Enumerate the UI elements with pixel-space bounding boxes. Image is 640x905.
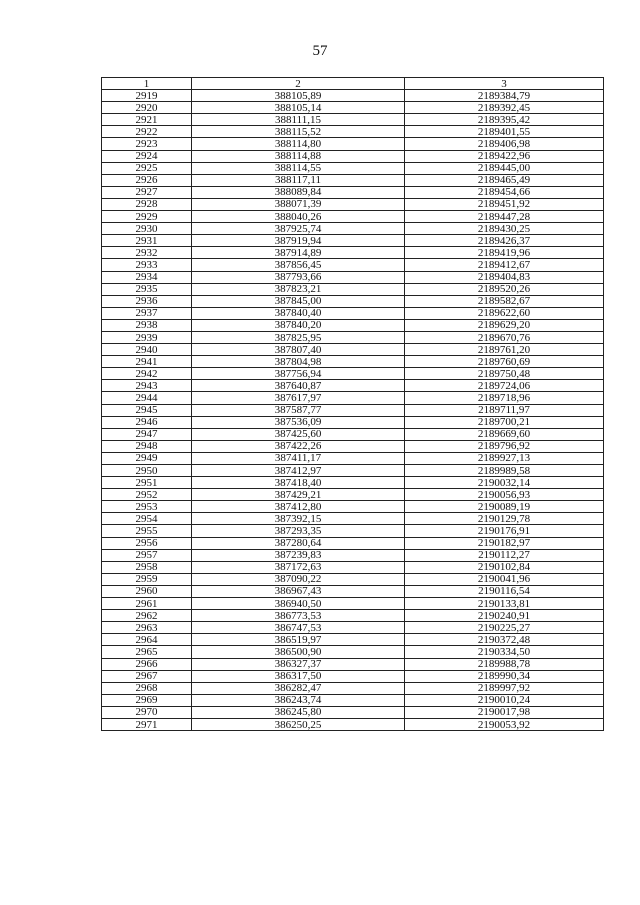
y-coordinate-cell: 2190240,91 <box>405 610 604 622</box>
y-coordinate-cell: 2189669,60 <box>405 428 604 440</box>
point-number-cell: 2969 <box>102 694 192 706</box>
x-coordinate-cell: 386250,25 <box>192 718 405 730</box>
table-row <box>102 114 604 126</box>
point-number-cell: 2958 <box>102 561 192 573</box>
y-coordinate-cell: 2189582,67 <box>405 295 604 307</box>
point-number-cell: 2926 <box>102 174 192 186</box>
y-coordinate-cell: 2189404,83 <box>405 271 604 283</box>
y-coordinate-cell: 2189761,20 <box>405 344 604 356</box>
table-row <box>102 525 604 537</box>
point-number-cell: 2949 <box>102 452 192 464</box>
x-coordinate-cell: 386317,50 <box>192 670 405 682</box>
column-header-2: 2 <box>192 78 405 90</box>
point-number-cell: 2948 <box>102 440 192 452</box>
point-number-cell: 2970 <box>102 706 192 718</box>
point-number-cell: 2955 <box>102 525 192 537</box>
y-coordinate-cell: 2189401,55 <box>405 126 604 138</box>
y-coordinate-cell: 2189419,96 <box>405 247 604 259</box>
point-number-cell: 2953 <box>102 501 192 513</box>
table-row <box>102 271 604 283</box>
point-number-cell: 2966 <box>102 658 192 670</box>
x-coordinate-cell: 387825,95 <box>192 331 405 343</box>
table-row <box>102 319 604 331</box>
y-coordinate-cell: 2190182,97 <box>405 537 604 549</box>
y-coordinate-cell: 2189724,06 <box>405 380 604 392</box>
x-coordinate-cell: 386245,80 <box>192 706 405 718</box>
x-coordinate-cell: 387293,35 <box>192 525 405 537</box>
table-row <box>102 452 604 464</box>
column-header-3: 3 <box>405 78 604 90</box>
x-coordinate-cell: 388105,14 <box>192 102 405 114</box>
table-row <box>102 549 604 561</box>
point-number-cell: 2920 <box>102 102 192 114</box>
x-coordinate-cell: 387807,40 <box>192 344 405 356</box>
point-number-cell: 2961 <box>102 598 192 610</box>
x-coordinate-cell: 386519,97 <box>192 634 405 646</box>
x-coordinate-cell: 388114,55 <box>192 162 405 174</box>
table-row <box>102 259 604 271</box>
point-number-cell: 2943 <box>102 380 192 392</box>
table-row <box>102 138 604 150</box>
x-coordinate-cell: 387914,89 <box>192 247 405 259</box>
y-coordinate-cell: 2190056,93 <box>405 489 604 501</box>
table-row <box>102 561 604 573</box>
x-coordinate-cell: 386747,53 <box>192 622 405 634</box>
point-number-cell: 2945 <box>102 404 192 416</box>
table-row <box>102 477 604 489</box>
point-number-cell: 2930 <box>102 223 192 235</box>
y-coordinate-cell: 2189465,49 <box>405 174 604 186</box>
x-coordinate-cell: 387239,83 <box>192 549 405 561</box>
point-number-cell: 2937 <box>102 307 192 319</box>
table-row <box>102 670 604 682</box>
point-number-cell: 2968 <box>102 682 192 694</box>
table-row <box>102 198 604 210</box>
y-coordinate-cell: 2190116,54 <box>405 585 604 597</box>
x-coordinate-cell: 386327,37 <box>192 658 405 670</box>
y-coordinate-cell: 2189997,92 <box>405 682 604 694</box>
y-coordinate-cell: 2189426,37 <box>405 235 604 247</box>
table-row <box>102 392 604 404</box>
y-coordinate-cell: 2189445,00 <box>405 162 604 174</box>
x-coordinate-cell: 388071,39 <box>192 198 405 210</box>
table-row <box>102 380 604 392</box>
y-coordinate-cell: 2190089,19 <box>405 501 604 513</box>
table-row <box>102 622 604 634</box>
table-row <box>102 465 604 477</box>
x-coordinate-cell: 387411,17 <box>192 452 405 464</box>
y-coordinate-cell: 2190112,27 <box>405 549 604 561</box>
point-number-cell: 2925 <box>102 162 192 174</box>
y-coordinate-cell: 2190372,48 <box>405 634 604 646</box>
y-coordinate-cell: 2190053,92 <box>405 718 604 730</box>
y-coordinate-cell: 2189670,76 <box>405 331 604 343</box>
point-number-cell: 2933 <box>102 259 192 271</box>
point-number-cell: 2936 <box>102 295 192 307</box>
y-coordinate-cell: 2189392,45 <box>405 102 604 114</box>
page-number: 57 <box>312 43 328 59</box>
x-coordinate-cell: 387587,77 <box>192 404 405 416</box>
x-coordinate-cell: 387823,21 <box>192 283 405 295</box>
table-row <box>102 211 604 223</box>
y-coordinate-cell: 2190041,96 <box>405 573 604 585</box>
x-coordinate-cell: 388040,26 <box>192 211 405 223</box>
x-coordinate-cell: 387845,00 <box>192 295 405 307</box>
y-coordinate-cell: 2189520,26 <box>405 283 604 295</box>
y-coordinate-cell: 2189629,20 <box>405 319 604 331</box>
point-number-cell: 2929 <box>102 211 192 223</box>
point-number-cell: 2952 <box>102 489 192 501</box>
x-coordinate-cell: 387804,98 <box>192 356 405 368</box>
table-row <box>102 537 604 549</box>
table-row <box>102 610 604 622</box>
x-coordinate-cell: 387640,87 <box>192 380 405 392</box>
point-number-cell: 2941 <box>102 356 192 368</box>
x-coordinate-cell: 387412,97 <box>192 465 405 477</box>
table-row <box>102 247 604 259</box>
y-coordinate-cell: 2189989,58 <box>405 465 604 477</box>
point-number-cell: 2939 <box>102 331 192 343</box>
y-coordinate-cell: 2190017,98 <box>405 706 604 718</box>
table-row <box>102 706 604 718</box>
x-coordinate-cell: 387793,66 <box>192 271 405 283</box>
point-number-cell: 2967 <box>102 670 192 682</box>
table-row <box>102 90 604 102</box>
y-coordinate-cell: 2189700,21 <box>405 416 604 428</box>
y-coordinate-cell: 2189447,28 <box>405 211 604 223</box>
y-coordinate-cell: 2189454,66 <box>405 186 604 198</box>
y-coordinate-cell: 2189927,13 <box>405 452 604 464</box>
table-row <box>102 416 604 428</box>
point-number-cell: 2944 <box>102 392 192 404</box>
table-row <box>102 235 604 247</box>
table-row <box>102 356 604 368</box>
x-coordinate-cell: 387925,74 <box>192 223 405 235</box>
point-number-cell: 2934 <box>102 271 192 283</box>
y-coordinate-cell: 2189988,78 <box>405 658 604 670</box>
table-row <box>102 501 604 513</box>
point-number-cell: 2921 <box>102 114 192 126</box>
point-number-cell: 2947 <box>102 428 192 440</box>
y-coordinate-cell: 2189796,92 <box>405 440 604 452</box>
point-number-cell: 2964 <box>102 634 192 646</box>
coordinates-table <box>101 77 604 731</box>
point-number-cell: 2963 <box>102 622 192 634</box>
point-number-cell: 2965 <box>102 646 192 658</box>
point-number-cell: 2971 <box>102 718 192 730</box>
x-coordinate-cell: 387617,97 <box>192 392 405 404</box>
table-row <box>102 489 604 501</box>
x-coordinate-cell: 388105,89 <box>192 90 405 102</box>
table-row <box>102 718 604 730</box>
x-coordinate-cell: 386773,53 <box>192 610 405 622</box>
table-row <box>102 283 604 295</box>
x-coordinate-cell: 387840,20 <box>192 319 405 331</box>
point-number-cell: 2928 <box>102 198 192 210</box>
x-coordinate-cell: 387425,60 <box>192 428 405 440</box>
table-row <box>102 162 604 174</box>
y-coordinate-cell: 2190176,91 <box>405 525 604 537</box>
x-coordinate-cell: 386500,90 <box>192 646 405 658</box>
y-coordinate-cell: 2189622,60 <box>405 307 604 319</box>
point-number-cell: 2959 <box>102 573 192 585</box>
x-coordinate-cell: 386282,47 <box>192 682 405 694</box>
x-coordinate-cell: 387392,15 <box>192 513 405 525</box>
column-header-1: 1 <box>102 78 192 90</box>
x-coordinate-cell: 388114,80 <box>192 138 405 150</box>
x-coordinate-cell: 387756,94 <box>192 368 405 380</box>
point-number-cell: 2951 <box>102 477 192 489</box>
table-row <box>102 368 604 380</box>
y-coordinate-cell: 2189406,98 <box>405 138 604 150</box>
point-number-cell: 2931 <box>102 235 192 247</box>
x-coordinate-cell: 388111,15 <box>192 114 405 126</box>
point-number-cell: 2935 <box>102 283 192 295</box>
y-coordinate-cell: 2190334,50 <box>405 646 604 658</box>
point-number-cell: 2919 <box>102 90 192 102</box>
table-row <box>102 573 604 585</box>
x-coordinate-cell: 386243,74 <box>192 694 405 706</box>
y-coordinate-cell: 2190225,27 <box>405 622 604 634</box>
y-coordinate-cell: 2189990,34 <box>405 670 604 682</box>
x-coordinate-cell: 387412,80 <box>192 501 405 513</box>
point-number-cell: 2940 <box>102 344 192 356</box>
table-row <box>102 295 604 307</box>
y-coordinate-cell: 2189412,67 <box>405 259 604 271</box>
point-number-cell: 2942 <box>102 368 192 380</box>
x-coordinate-cell: 387856,45 <box>192 259 405 271</box>
x-coordinate-cell: 386940,50 <box>192 598 405 610</box>
table-row <box>102 646 604 658</box>
y-coordinate-cell: 2189430,25 <box>405 223 604 235</box>
y-coordinate-cell: 2189760,69 <box>405 356 604 368</box>
table-row <box>102 174 604 186</box>
table-row <box>102 331 604 343</box>
table-row <box>102 102 604 114</box>
table-row <box>102 307 604 319</box>
x-coordinate-cell: 387422,26 <box>192 440 405 452</box>
table-body <box>102 90 604 731</box>
point-number-cell: 2923 <box>102 138 192 150</box>
point-number-cell: 2956 <box>102 537 192 549</box>
point-number-cell: 2946 <box>102 416 192 428</box>
table-row <box>102 186 604 198</box>
y-coordinate-cell: 2190032,14 <box>405 477 604 489</box>
point-number-cell: 2922 <box>102 126 192 138</box>
table-row <box>102 428 604 440</box>
table-row <box>102 658 604 670</box>
x-coordinate-cell: 388117,11 <box>192 174 405 186</box>
x-coordinate-cell: 387429,21 <box>192 489 405 501</box>
table-header <box>102 78 604 90</box>
y-coordinate-cell: 2190133,81 <box>405 598 604 610</box>
x-coordinate-cell: 387919,94 <box>192 235 405 247</box>
x-coordinate-cell: 388114,88 <box>192 150 405 162</box>
table-row <box>102 223 604 235</box>
x-coordinate-cell: 386967,43 <box>192 585 405 597</box>
point-number-cell: 2960 <box>102 585 192 597</box>
table-row <box>102 585 604 597</box>
x-coordinate-cell: 388089,84 <box>192 186 405 198</box>
x-coordinate-cell: 387090,22 <box>192 573 405 585</box>
y-coordinate-cell: 2189395,42 <box>405 114 604 126</box>
table-row <box>102 598 604 610</box>
y-coordinate-cell: 2189451,92 <box>405 198 604 210</box>
point-number-cell: 2924 <box>102 150 192 162</box>
x-coordinate-cell: 387418,40 <box>192 477 405 489</box>
y-coordinate-cell: 2189711,97 <box>405 404 604 416</box>
table-row <box>102 150 604 162</box>
y-coordinate-cell: 2189718,96 <box>405 392 604 404</box>
table-row <box>102 634 604 646</box>
x-coordinate-cell: 387536,09 <box>192 416 405 428</box>
y-coordinate-cell: 2189384,79 <box>405 90 604 102</box>
table-row <box>102 694 604 706</box>
point-number-cell: 2954 <box>102 513 192 525</box>
table-row <box>102 126 604 138</box>
point-number-cell: 2938 <box>102 319 192 331</box>
x-coordinate-cell: 387840,40 <box>192 307 405 319</box>
y-coordinate-cell: 2190129,78 <box>405 513 604 525</box>
y-coordinate-cell: 2190010,24 <box>405 694 604 706</box>
point-number-cell: 2962 <box>102 610 192 622</box>
header-row <box>102 78 604 90</box>
point-number-cell: 2957 <box>102 549 192 561</box>
table-row <box>102 344 604 356</box>
table-row <box>102 404 604 416</box>
x-coordinate-cell: 387280,64 <box>192 537 405 549</box>
y-coordinate-cell: 2190102,84 <box>405 561 604 573</box>
table-row <box>102 440 604 452</box>
x-coordinate-cell: 387172,63 <box>192 561 405 573</box>
point-number-cell: 2932 <box>102 247 192 259</box>
x-coordinate-cell: 388115,52 <box>192 126 405 138</box>
table-row <box>102 682 604 694</box>
table-row <box>102 513 604 525</box>
point-number-cell: 2950 <box>102 465 192 477</box>
point-number-cell: 2927 <box>102 186 192 198</box>
y-coordinate-cell: 2189422,96 <box>405 150 604 162</box>
y-coordinate-cell: 2189750,48 <box>405 368 604 380</box>
